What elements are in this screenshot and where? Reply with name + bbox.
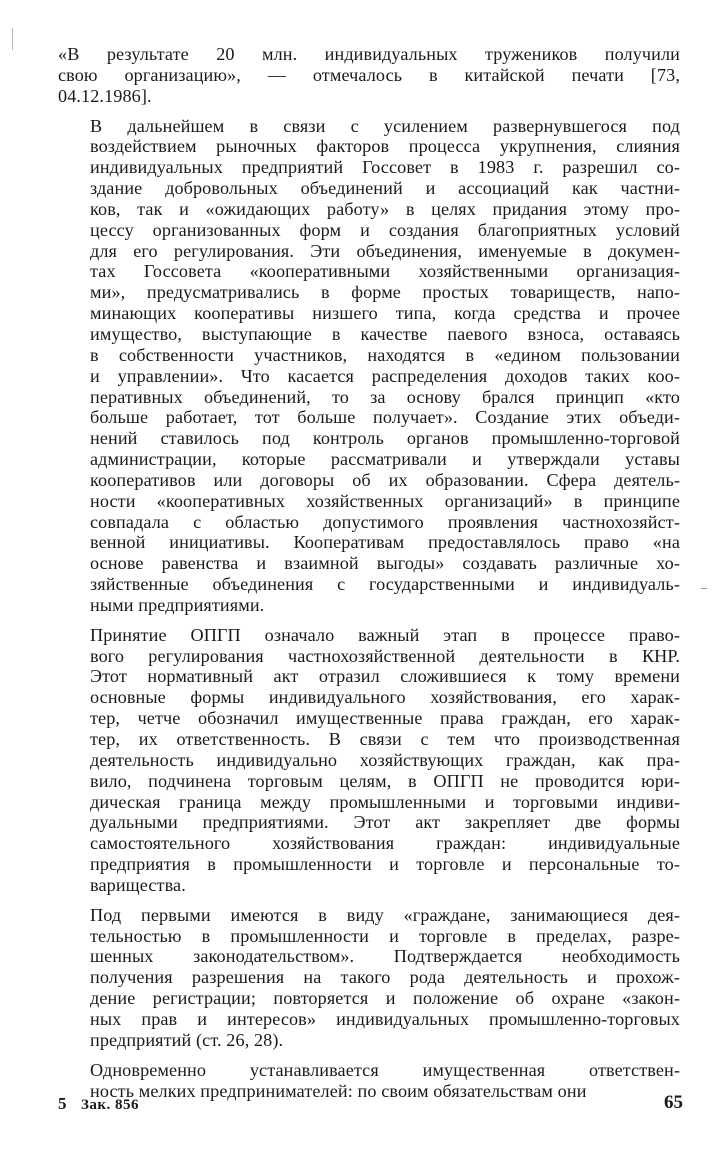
text-line: «В результате 20 млн. индивидуальных тружеников получили bbox=[58, 44, 680, 64]
paragraph bbox=[58, 116, 680, 616]
text-line: дическая граница между промышленными и торговыми индиви- bbox=[90, 791, 680, 812]
text-line: шенных законодательством». Подтверждается необходимость bbox=[90, 946, 680, 967]
text-line: индивидуальных предприятий Госсовет в 1983 г. разрешил со- bbox=[90, 157, 680, 178]
text-line: ных прав и интересов» индивидуальных промышленно-торговых bbox=[90, 1008, 680, 1029]
text-line: тер, четче обозначил имущественные права граждан, его харак- bbox=[90, 708, 680, 729]
text-line: ми», предусматривались в форме простых товариществ, напо- bbox=[90, 282, 680, 303]
text-line: администрации, которые рассматривали и утверждали уставы bbox=[90, 449, 680, 470]
text-line: ности «кооперативных хозяйственных организаций» в принципе bbox=[90, 490, 680, 511]
text-line: тельностью в промышленности и торговле в пределах, разре- bbox=[90, 925, 680, 946]
text-line: дуальными предприятиями. Этот акт закрепляет две формы bbox=[90, 812, 680, 833]
text-line: кооперативов или договоры об их образовании. Сфера деятель- bbox=[90, 469, 680, 490]
text-line: тер, их ответственность. В связи с тем что производственная bbox=[90, 729, 680, 749]
text-line: варищества. bbox=[90, 874, 186, 895]
margin-dash bbox=[701, 588, 707, 589]
page-footer bbox=[58, 1094, 689, 1118]
text-line: Этот нормативный акт отразил сложившиеся к тому времени bbox=[90, 666, 680, 687]
text-line: нений ставилось под контроль органов промышленно-торговой bbox=[90, 428, 680, 449]
text-line: дение регистрации; повторяется и положение об охране «закон- bbox=[90, 988, 680, 1009]
text-line: перативных объединений, то за основу брался принцип «кто bbox=[90, 386, 680, 407]
text-line: В дальнейшем в связи с усилением развернувшегося под bbox=[90, 115, 680, 136]
signature-number: 5 bbox=[58, 1094, 67, 1113]
text-line: свою организацию», — отмечалось в китайской печати [73, bbox=[58, 64, 680, 85]
text-line: вило, подчинена торговым целям, в ОПГП не проводится юри- bbox=[90, 770, 680, 791]
text-line: основные формы индивидуального хозяйствования, его харак- bbox=[90, 687, 680, 708]
signature-text: Зак. 856 bbox=[81, 1097, 140, 1113]
text-line: самостоятельного хозяйствования граждан: индивидуальные bbox=[90, 833, 680, 854]
text-line: вого регулирования частнохозяйственной деятельности в КНР. bbox=[90, 645, 680, 666]
text-line: 04.12.1986]. bbox=[58, 85, 152, 106]
text-line: больше работает, тот больше получает». Создание этих объеди- bbox=[90, 407, 680, 428]
printer-signature bbox=[58, 1094, 139, 1114]
text-line: ков, так и «ожидающих работу» в целях придания этому про- bbox=[90, 198, 680, 219]
text-line: здание добровольных объединений и ассоциаций как частни- bbox=[90, 178, 680, 199]
text-line: зяйственные объединения с государственными и индивидуаль- bbox=[90, 574, 680, 595]
text-line: Одновременно устанавливается имущественная ответствен- bbox=[90, 1059, 680, 1080]
text-line: предприятий (ст. 26, 28). bbox=[90, 1029, 284, 1050]
text-line: Принятие ОПГП означало важный этап в процессе право- bbox=[90, 624, 680, 645]
text-line: для его регулирования. Эти объединения, именуемые в докумен- bbox=[90, 240, 680, 261]
margin-mark bbox=[12, 28, 13, 50]
text-line: в собственности участников, находятся в «едином пользовании bbox=[90, 344, 680, 365]
text-line: ными предприятиями. bbox=[90, 594, 265, 615]
text-line: воздействием рыночных факторов процесса укрупнения, слияния bbox=[90, 136, 680, 157]
text-line: венной инициативы. Кооперативам предоставлялось право «на bbox=[90, 532, 680, 553]
text-line: основе равенства и взаимной выгоды» создавать различные хо- bbox=[90, 553, 680, 574]
text-line: цессу организованных форм и создания благоприятных условий bbox=[90, 219, 680, 240]
text-line: деятельность индивидуально хозяйствующих граждан, как пра- bbox=[90, 749, 680, 770]
text-line: совпадала с областью допустимого проявления частнохозяйст- bbox=[90, 511, 680, 532]
text-line: тах Госсовета «кооперативными хозяйственными организация- bbox=[90, 261, 680, 282]
text-line: ность мелких предпринимателей: по своим обязательствам они bbox=[90, 1080, 587, 1101]
text-line: имущество, выступающие в качестве паевого взноса, оставаясь bbox=[90, 323, 680, 344]
text-line: и управлении». Что касается распределения доходов таких коо- bbox=[90, 365, 680, 386]
paragraph bbox=[58, 625, 680, 896]
text-line: получения разрешения на такого рода деятельность и прохож- bbox=[90, 967, 680, 988]
paragraph bbox=[58, 44, 680, 107]
page-number: 65 bbox=[664, 1092, 683, 1113]
text-line: предприятия в промышленности и торговле и персональные то- bbox=[90, 854, 680, 875]
text-line: минающих кооперативы низшего типа, когда средства и прочее bbox=[90, 303, 680, 324]
paragraph bbox=[58, 905, 680, 1051]
body-text bbox=[58, 44, 680, 1101]
text-line: Под первыми имеются в виду «граждане, занимающиеся дея- bbox=[90, 904, 680, 925]
